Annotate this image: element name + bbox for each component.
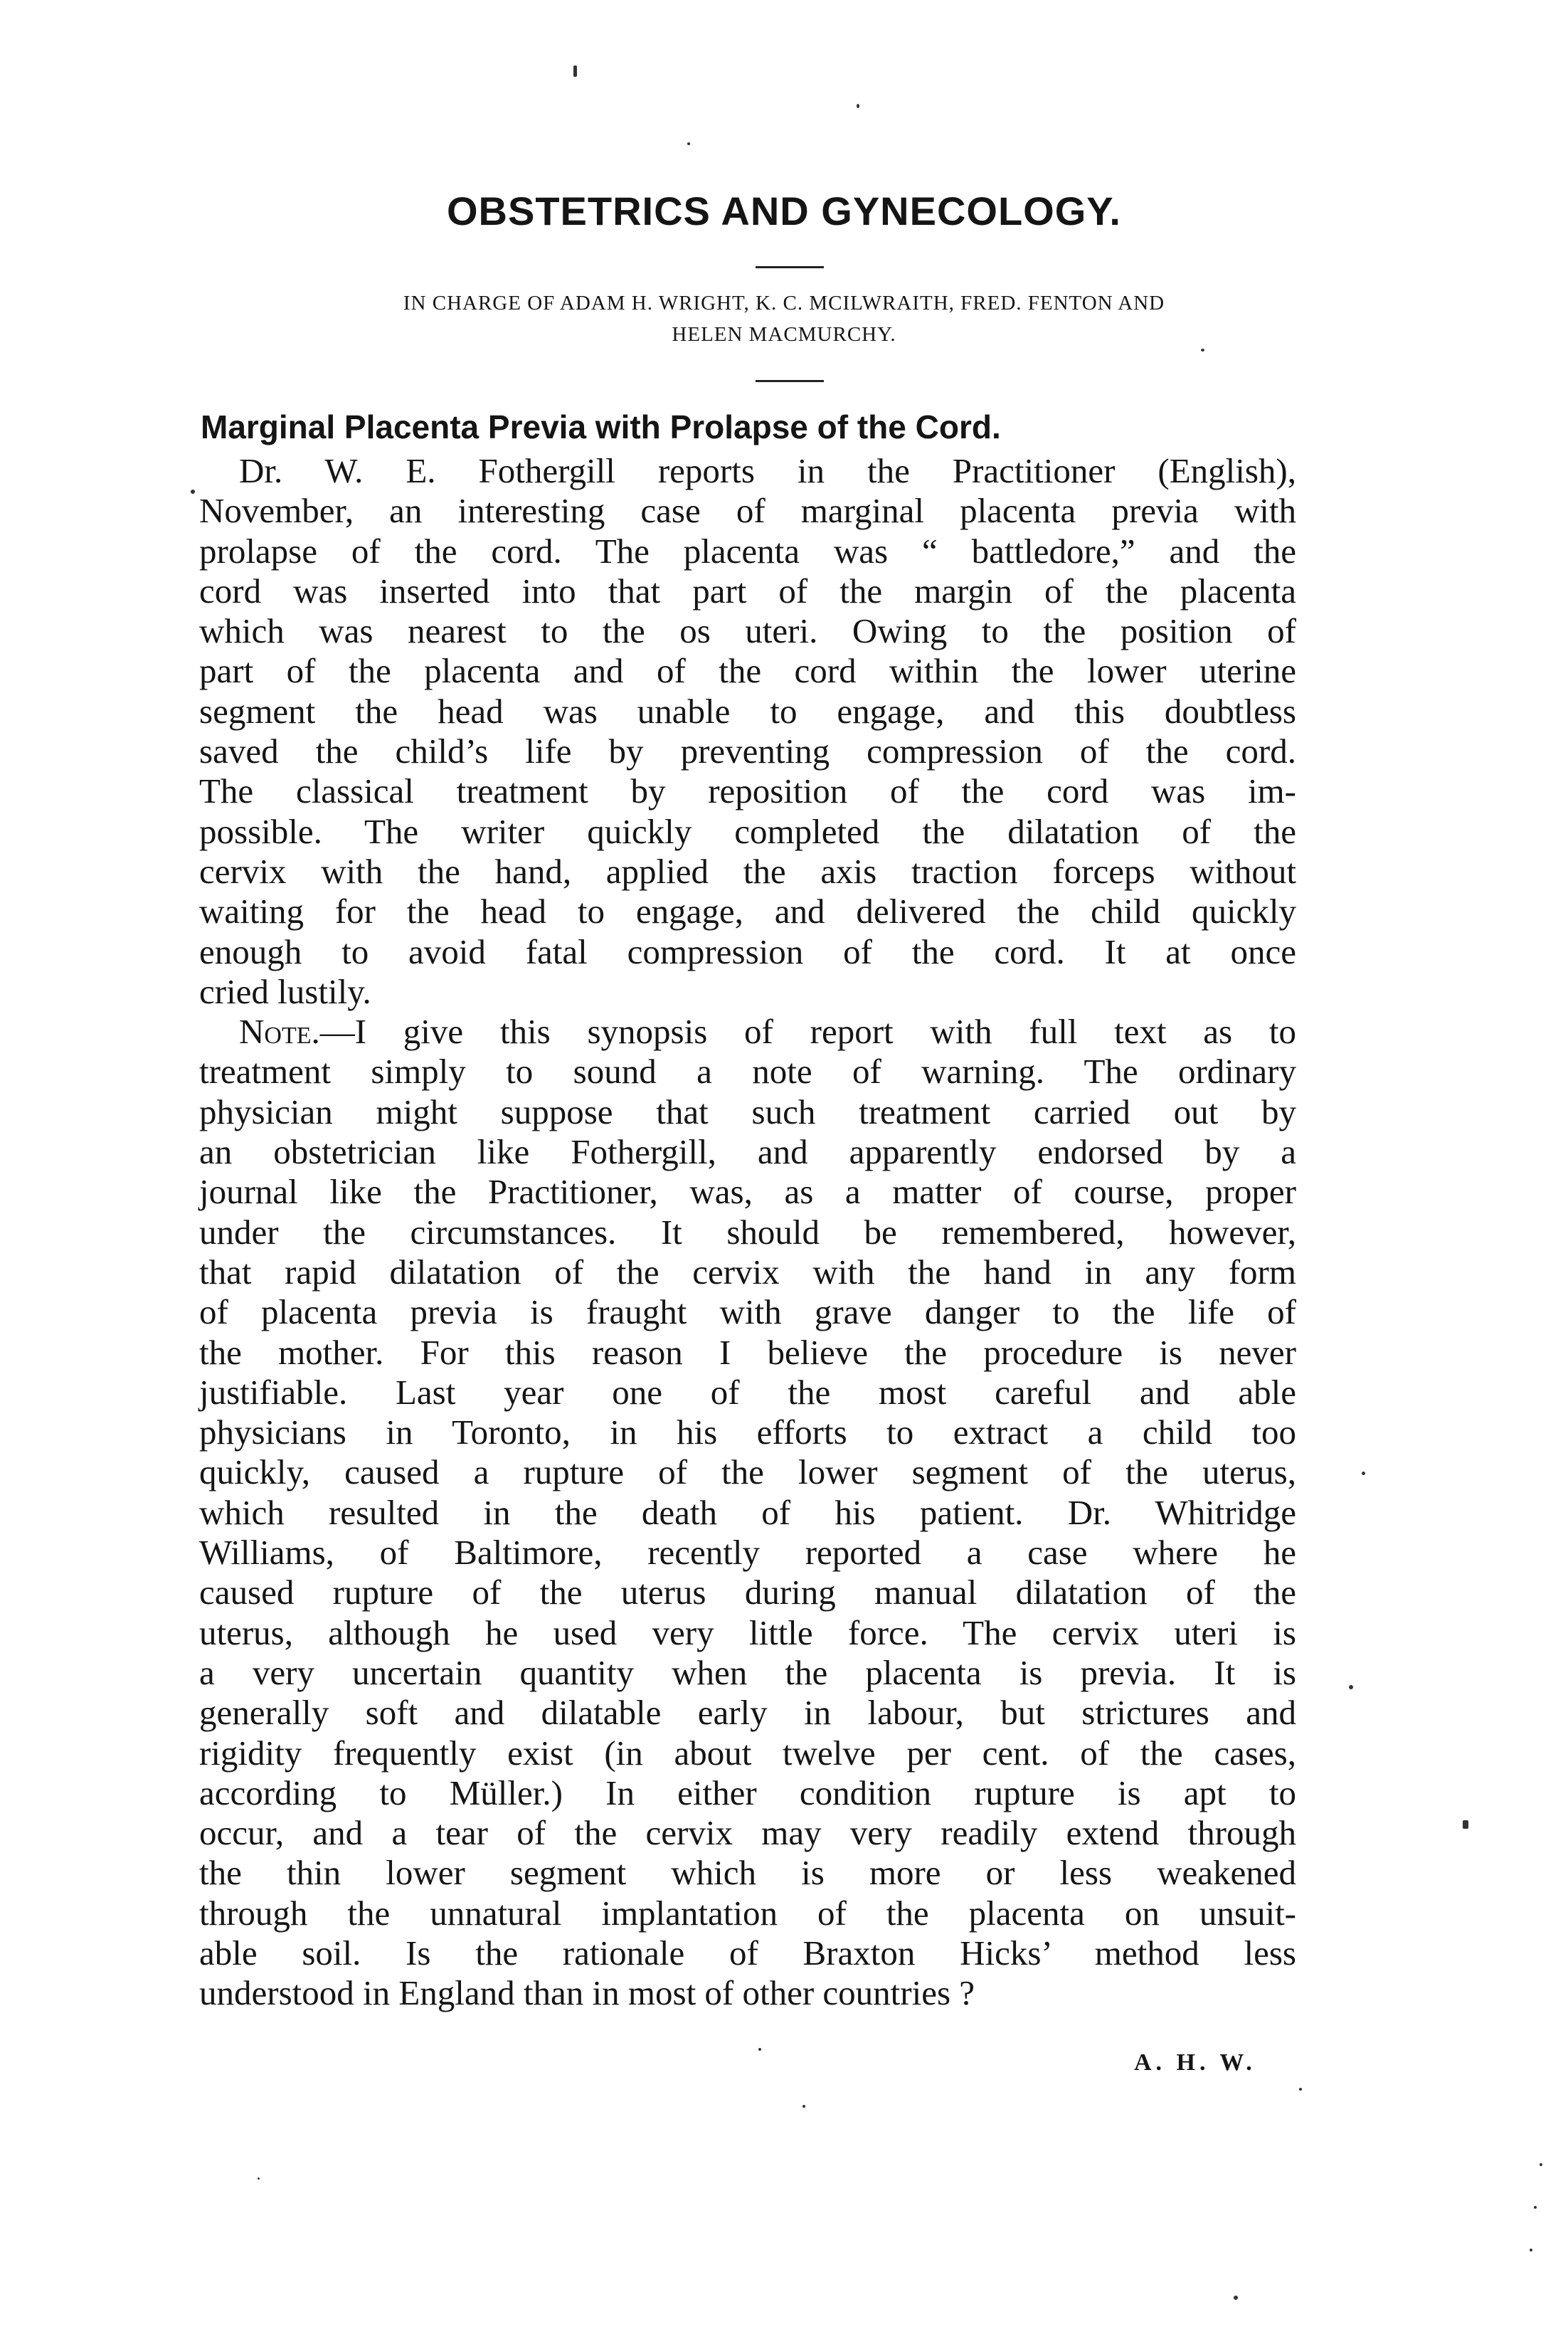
scan-speck xyxy=(258,2177,260,2180)
heading-divider xyxy=(756,266,824,268)
text-line: treatment simply to sound a note of warning. The ordinary xyxy=(199,1052,1296,1092)
text-line: caused rupture of the uterus during manual dilatation of the xyxy=(199,1573,1296,1612)
text-line: physician might suppose that such treatment carried out by xyxy=(199,1092,1296,1131)
text-line: according to Müller.) In either condition rupture is apt to xyxy=(199,1773,1296,1812)
text-line: justifiable. Last year one of the most careful and able xyxy=(199,1372,1296,1412)
text-line: Williams, of Baltimore, recently reported a case where he xyxy=(199,1533,1296,1573)
text-line: possible. The writer quickly completed the dilatation of the xyxy=(199,811,1296,851)
scan-speck xyxy=(1530,2249,1532,2251)
paragraph-1 xyxy=(199,451,1296,1012)
note-line-rest: —I give this synopsis of report with full text as to xyxy=(319,1012,1296,1052)
text-line xyxy=(199,1012,1296,1052)
text-line: the thin lower segment which is more or less weakened xyxy=(199,1853,1296,1893)
text-line: cervix with the hand, applied the axis traction forceps without xyxy=(199,851,1296,891)
text-line: rigidity frequently exist (in about twelve per cent. of the cases, xyxy=(199,1733,1296,1773)
scan-speck xyxy=(857,104,859,108)
text-line: prolapse of the cord. The placenta was “ battledore,” and the xyxy=(199,531,1296,571)
editors-line xyxy=(0,287,1568,350)
scan-speck xyxy=(1534,2206,1537,2209)
text-line: occur, and a tear of the cervix may very readily extend through xyxy=(199,1813,1296,1853)
text-line: under the circumstances. It should be remembered, however, xyxy=(199,1212,1296,1252)
author-initials: A. H. W. xyxy=(1134,2049,1256,2076)
text-line: part of the placenta and of the cord within the lower uterine xyxy=(199,651,1296,691)
text-line: understood in England than in most of other countries ? xyxy=(199,1973,975,2013)
scan-speck xyxy=(1299,2088,1302,2091)
text-line: cried lustily. xyxy=(199,971,371,1011)
text-line: physicians in Toronto, in his efforts to extract a child too xyxy=(199,1412,1296,1452)
text-line: waiting for the head to engage, and delivered the child quickly xyxy=(199,892,1296,931)
text-line: a very uncertain quantity when the placenta is previa. It is xyxy=(199,1652,1296,1692)
text-line: generally soft and dilatable early in labour, but strictures and xyxy=(199,1693,1296,1733)
scan-speck xyxy=(1463,1820,1468,1829)
text-line: saved the child’s life by preventing compression of the cord. xyxy=(199,732,1296,771)
scan-speck xyxy=(1362,1472,1365,1475)
editors-line-1: IN CHARGE OF ADAM H. WRIGHT, K. C. MCILWRAITH, FRED. FENTON AND xyxy=(403,292,1165,315)
text-line: enough to avoid fatal compression of the cord. It at once xyxy=(199,931,1296,971)
text-line: able soil. Is the rationale of Braxton Hicks’ method less xyxy=(199,1933,1296,1973)
text-line: an obstetrician like Fothergill, and apparently endorsed by a xyxy=(199,1132,1296,1172)
text-line: journal like the Practitioner, was, as a matter of course, proper xyxy=(199,1172,1296,1212)
paragraph-2 xyxy=(199,1012,1296,2013)
text-line: uterus, although he used very little force. The cervix uteri is xyxy=(199,1612,1296,1652)
article-body xyxy=(199,451,1296,2014)
text-line: through the unnatural implantation of the placenta on unsuit- xyxy=(199,1893,1296,1933)
scan-speck xyxy=(573,65,577,77)
text-line: the mother. For this reason I believe the procedure is never xyxy=(199,1332,1296,1372)
scan-speck xyxy=(191,490,195,494)
scan-speck xyxy=(1540,2163,1542,2166)
article-title: Marginal Placenta Previa with Prolapse of the Cord. xyxy=(201,408,1001,445)
note-label: Note. xyxy=(239,1012,320,1052)
scan-speck xyxy=(758,2048,761,2051)
text-line: Dr. W. E. Fothergill reports in the Practitioner (English), xyxy=(239,451,1296,490)
text-line: of placenta previa is fraught with grave danger to the life of xyxy=(199,1292,1296,1332)
editors-divider xyxy=(756,380,824,382)
text-line: segment the head was unable to engage, and this doubtless xyxy=(199,691,1296,731)
text-line: quickly, caused a rupture of the lower segment of the uterus, xyxy=(199,1452,1296,1492)
text-line: The classical treatment by reposition of the cord was im- xyxy=(199,771,1296,811)
text-line: which was nearest to the os uteri. Owing to the position of xyxy=(199,611,1296,651)
text-line: which resulted in the death of his patient. Dr. Whitridge xyxy=(199,1492,1296,1532)
scan-speck xyxy=(1201,349,1204,352)
text-line: November, an interesting case of marginal placenta previa with xyxy=(199,491,1296,531)
scan-speck xyxy=(802,2105,805,2108)
scan-speck xyxy=(1349,1685,1353,1689)
editors-line-2: HELEN MACMURCHY. xyxy=(672,323,896,346)
text-line: that rapid dilatation of the cervix with the hand in any form xyxy=(199,1252,1296,1292)
text-line: cord was inserted into that part of the margin of the placenta xyxy=(199,571,1296,611)
section-heading: OBSTETRICS AND GYNECOLOGY. xyxy=(446,189,1121,233)
scan-speck xyxy=(1234,2296,1238,2300)
scan-speck xyxy=(687,142,690,145)
